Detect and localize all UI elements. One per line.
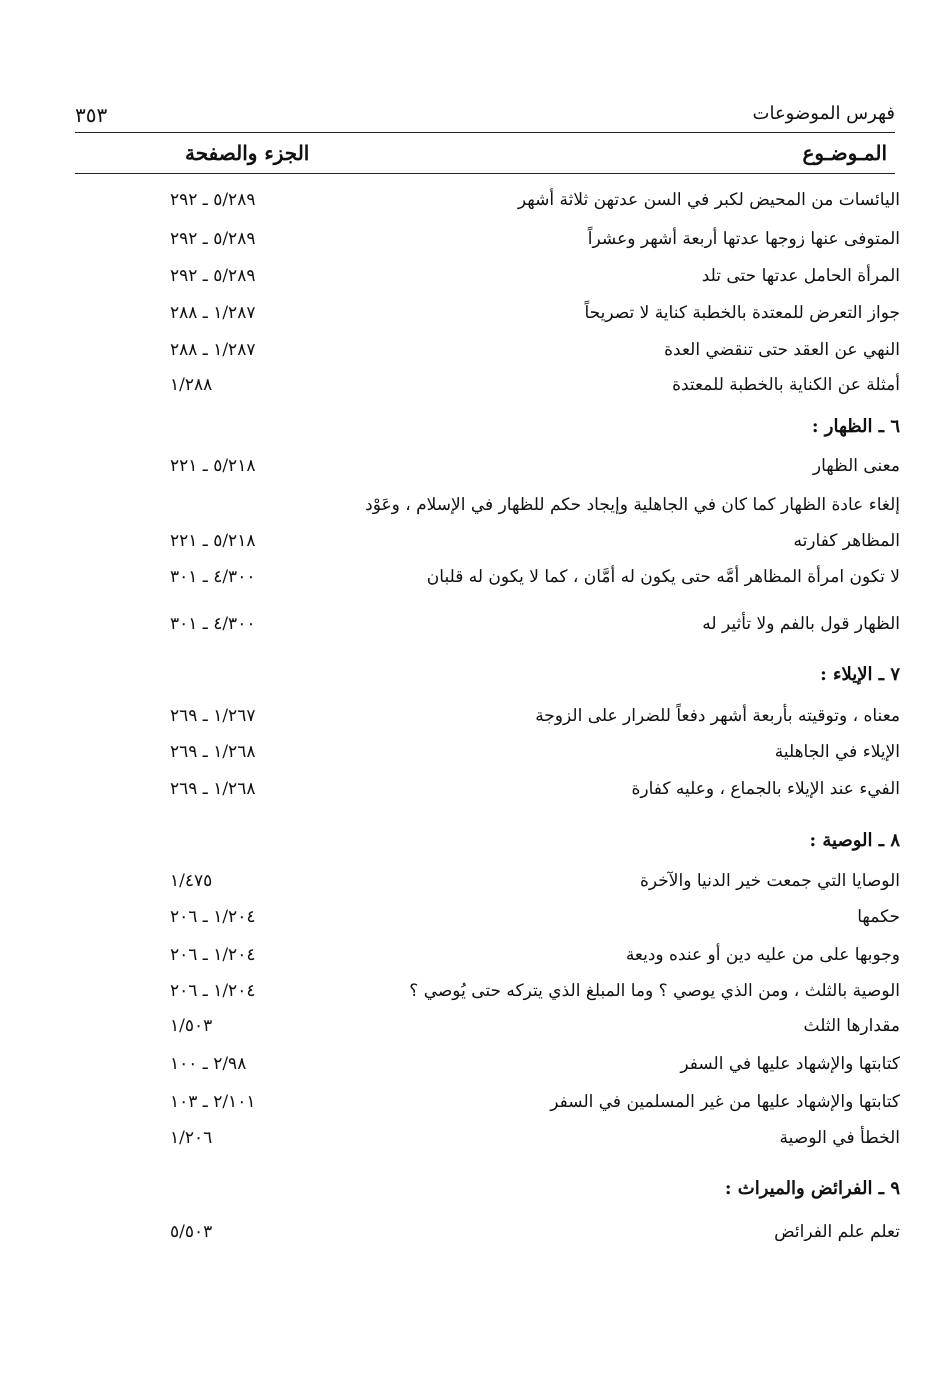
entry-topic: وجوبها على من عليه دين أو عنده وديعة bbox=[625, 945, 900, 965]
vol-page-column-header: الجزء والصفحة bbox=[185, 141, 310, 165]
index-entry bbox=[75, 531, 900, 565]
entry-ref: ٤/٣٠٠ ـ ٣٠١ bbox=[170, 567, 256, 587]
entry-topic: إلغاء عادة الظهار كما كان في الجاهلية وإيجاد حكم للظهار في الإسلام ، وعَوْد bbox=[365, 495, 900, 515]
entry-ref: ٢/١٠١ ـ ١٠٣ bbox=[170, 1092, 256, 1112]
entry-ref: ١/٢٨٧ ـ ٢٨٨ bbox=[170, 340, 256, 360]
index-entry bbox=[75, 266, 900, 300]
entry-topic: جواز التعرض للمعتدة بالخطبة كناية لا تصريحاً bbox=[584, 303, 900, 323]
index-entry bbox=[75, 1092, 900, 1126]
section-title: ٧ ـ الإيلاء : bbox=[820, 664, 900, 685]
entry-topic: معناه ، وتوقيته بأربعة أشهر دفعاً للضرار على الزوجة bbox=[535, 706, 900, 726]
entry-topic: مقدارها الثلث bbox=[803, 1016, 900, 1036]
section-title: ٦ ـ الظهار : bbox=[811, 416, 900, 437]
entry-ref: ٤/٣٠٠ ـ ٣٠١ bbox=[170, 614, 256, 634]
entry-topic: الوصايا التي جمعت خير الدنيا والآخرة bbox=[640, 871, 900, 891]
entry-topic: المظاهر كفارته bbox=[793, 531, 900, 551]
section-heading bbox=[75, 1178, 900, 1212]
entry-topic: لا تكون امرأة المظاهر أمَّه حتى يكون له أمَّان ، كما لا يكون له قلبان bbox=[426, 567, 900, 587]
index-entry bbox=[75, 1128, 900, 1162]
entry-topic: أمثلة عن الكناية بالخطبة للمعتدة bbox=[672, 375, 900, 395]
entry-topic: معنى الظهار bbox=[812, 456, 900, 476]
entry-ref: ١/٢٠٤ ـ ٢٠٦ bbox=[170, 945, 256, 965]
entry-topic: الفيء عند الإيلاء بالجماع ، وعليه كفارة bbox=[631, 779, 900, 799]
index-entry bbox=[75, 871, 900, 905]
index-entry bbox=[75, 614, 900, 648]
entry-topic: الإيلاء في الجاهلية bbox=[774, 742, 900, 762]
entry-ref: ١/٤٧٥ bbox=[170, 871, 213, 891]
index-entry bbox=[75, 907, 900, 941]
index-entry bbox=[75, 981, 900, 1015]
index-entry bbox=[75, 567, 900, 601]
entry-ref: ٢/٩٨ ـ ١٠٠ bbox=[170, 1054, 247, 1074]
page-number: ٣٥٣ bbox=[75, 103, 108, 127]
entry-topic: الوصية بالثلث ، ومن الذي يوصي ؟ وما المبلغ الذي يتركه حتى يُوصي ؟ bbox=[409, 981, 900, 1001]
index-entry bbox=[75, 779, 900, 813]
entry-ref: ٥/٢١٨ ـ ٢٢١ bbox=[170, 531, 256, 551]
index-entry bbox=[75, 456, 900, 490]
index-entry bbox=[75, 945, 900, 979]
entry-ref: ٥/٥٠٣ bbox=[170, 1222, 213, 1242]
entry-ref: ١/٢٠٤ ـ ٢٠٦ bbox=[170, 907, 256, 927]
entry-topic: النهي عن العقد حتى تنقضي العدة bbox=[664, 340, 900, 360]
entry-ref: ٥/٢٨٩ ـ ٢٩٢ bbox=[170, 190, 256, 210]
index-entry bbox=[75, 495, 900, 529]
section-heading bbox=[75, 830, 900, 864]
topic-column-header: المـوضـوع bbox=[802, 141, 887, 165]
index-entry bbox=[75, 1016, 900, 1050]
index-entry bbox=[75, 742, 900, 776]
index-entry bbox=[75, 375, 900, 409]
index-entry bbox=[75, 706, 900, 740]
entry-ref: ١/٥٠٣ bbox=[170, 1016, 213, 1036]
section-heading bbox=[75, 416, 900, 450]
entry-topic: حكمها bbox=[857, 907, 900, 927]
entry-ref: ٥/٢٨٩ ـ ٢٩٢ bbox=[170, 266, 256, 286]
index-entry bbox=[75, 190, 900, 224]
entry-ref: ١/٢٦٧ ـ ٢٦٩ bbox=[170, 706, 256, 726]
entry-topic: المرأة الحامل عدتها حتى تلد bbox=[701, 266, 900, 286]
entry-topic: المتوفى عنها زوجها عدتها أربعة أشهر وعشراً bbox=[587, 229, 900, 249]
running-title: فهرس الموضوعات bbox=[752, 103, 895, 124]
index-entry bbox=[75, 1222, 900, 1256]
entry-ref: ١/٢٨٧ ـ ٢٨٨ bbox=[170, 303, 256, 323]
entry-topic: اليائسات من المحيض لكبر في السن عدتهن ثلاثة أشهر bbox=[517, 190, 900, 210]
index-entry bbox=[75, 1054, 900, 1088]
entry-ref: ٥/٢٨٩ ـ ٢٩٢ bbox=[170, 229, 256, 249]
index-entry bbox=[75, 303, 900, 337]
entry-ref: ١/٢٠٤ ـ ٢٠٦ bbox=[170, 981, 256, 1001]
entry-ref: ١/٢٦٨ ـ ٢٦٩ bbox=[170, 779, 256, 799]
index-entry bbox=[75, 229, 900, 263]
entry-topic: الخطأ في الوصية bbox=[779, 1128, 900, 1148]
entry-ref: ١/٢٦٨ ـ ٢٦٩ bbox=[170, 742, 256, 762]
section-title: ٩ ـ الفرائض والميراث : bbox=[724, 1178, 900, 1199]
entry-topic: تعلم علم الفرائض bbox=[774, 1222, 900, 1242]
entry-ref: ١/٢٠٦ bbox=[170, 1128, 213, 1148]
section-heading bbox=[75, 664, 900, 698]
entry-topic: كتابتها والإشهاد عليها في السفر bbox=[680, 1054, 900, 1074]
entry-topic: الظهار قول بالفم ولا تأثير له bbox=[702, 614, 900, 634]
section-title: ٨ ـ الوصية : bbox=[809, 830, 900, 851]
index-entry bbox=[75, 340, 900, 374]
entry-ref: ١/٢٨٨ bbox=[170, 375, 213, 395]
entry-ref: ٥/٢١٨ ـ ٢٢١ bbox=[170, 456, 256, 476]
entry-topic: كتابتها والإشهاد عليها من غير المسلمين في السفر bbox=[550, 1092, 900, 1112]
